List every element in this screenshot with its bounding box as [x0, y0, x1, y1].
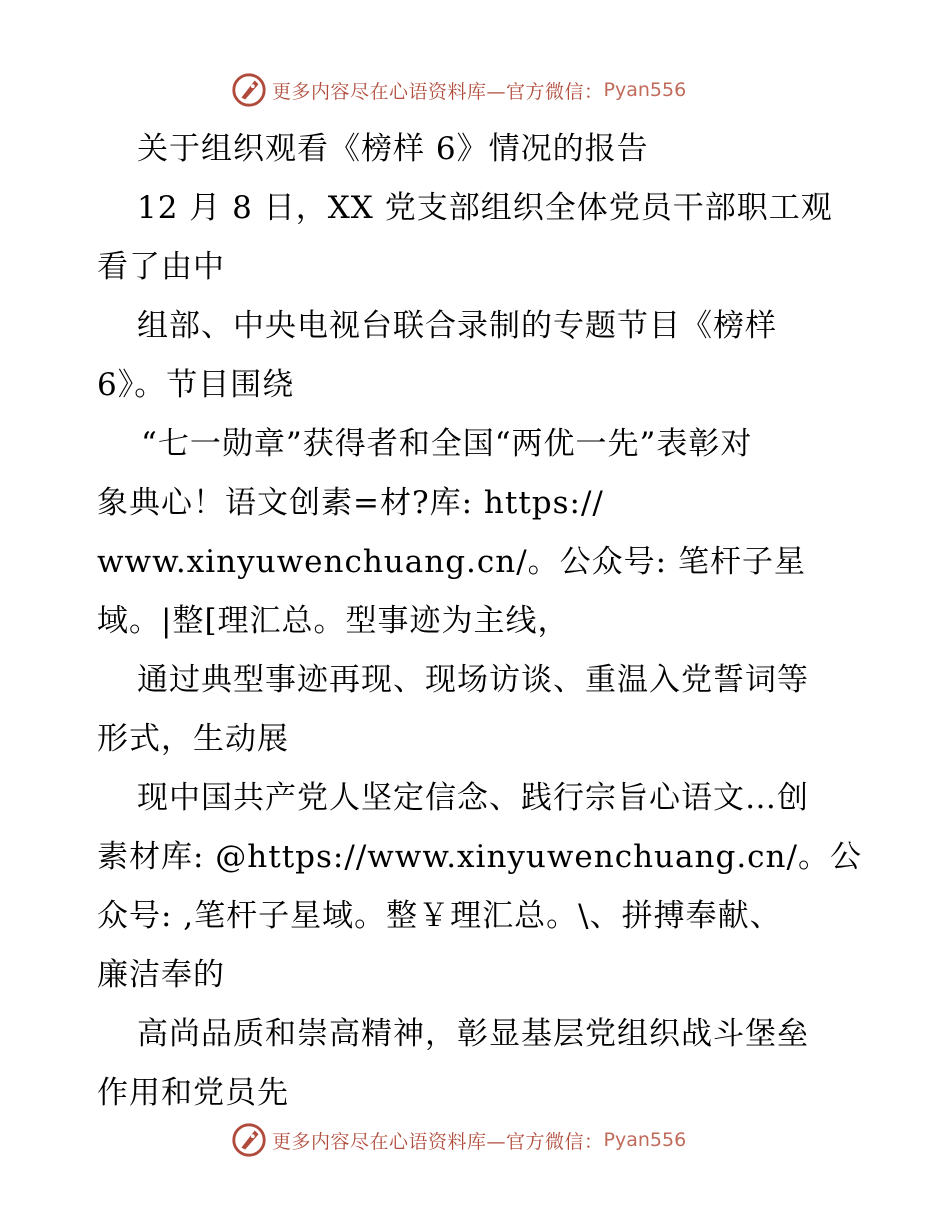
watermark-handle: Pyan556 — [603, 79, 687, 101]
watermark-header — [230, 70, 686, 110]
watermark-text: 更多内容尽在心语资料库—官方微信： — [272, 80, 604, 103]
paragraph-line: 通过典型事迹再现、现场访谈、重温入党誓词等 — [137, 662, 809, 698]
paragraph-line: 12 月 8 日，XX 党支部组织全体党员干部职工观 — [137, 190, 833, 226]
paragraph-line: 素材库: @https://www.xinyuwenchuang.cn/。公 — [97, 839, 862, 875]
paragraph-line: 象典心！语文创素=材?库: https:// — [97, 485, 604, 521]
paragraph-line: 形式，生动展 — [97, 721, 289, 757]
watermark-handle: Pyan556 — [603, 1129, 687, 1151]
paragraph-line: 高尚品质和崇高精神，彰显基层党组织战斗堡垒 — [137, 1016, 809, 1052]
paragraph-line: 现中国共产党人坚定信念、践行宗旨心语文…创 — [137, 780, 809, 816]
paragraph-line: “七一勋章”获得者和全国“两优一先”表彰对 — [141, 426, 753, 462]
paragraph-line: 6》。节目围绕 — [97, 367, 295, 403]
pen-nib-logo — [230, 71, 268, 109]
watermark-footer — [230, 1120, 686, 1160]
paragraph-line: www.xinyuwenchuang.cn/。公众号: 笔杆子星 — [97, 544, 806, 580]
paragraph-line: 廉洁奉的 — [97, 957, 225, 993]
paragraph-line: 众号: ,笔杆子星域。整￥理汇总。\、拼搏奉献、 — [97, 898, 782, 934]
watermark-text: 更多内容尽在心语资料库—官方微信： — [272, 1130, 604, 1153]
paragraph-line: 域。|整[理汇总。型事迹为主线， — [97, 603, 570, 639]
paragraph-line: 作用和党员先 — [97, 1075, 289, 1111]
pen-nib-logo — [230, 1121, 268, 1159]
paragraph-line: 看了由中 — [97, 249, 225, 285]
paragraph-line: 组部、中央电视台联合录制的专题节目《榜样 — [137, 308, 777, 344]
document-body — [97, 120, 887, 1123]
document-title: 关于组织观看《榜样 6》情况的报告 — [137, 131, 649, 167]
